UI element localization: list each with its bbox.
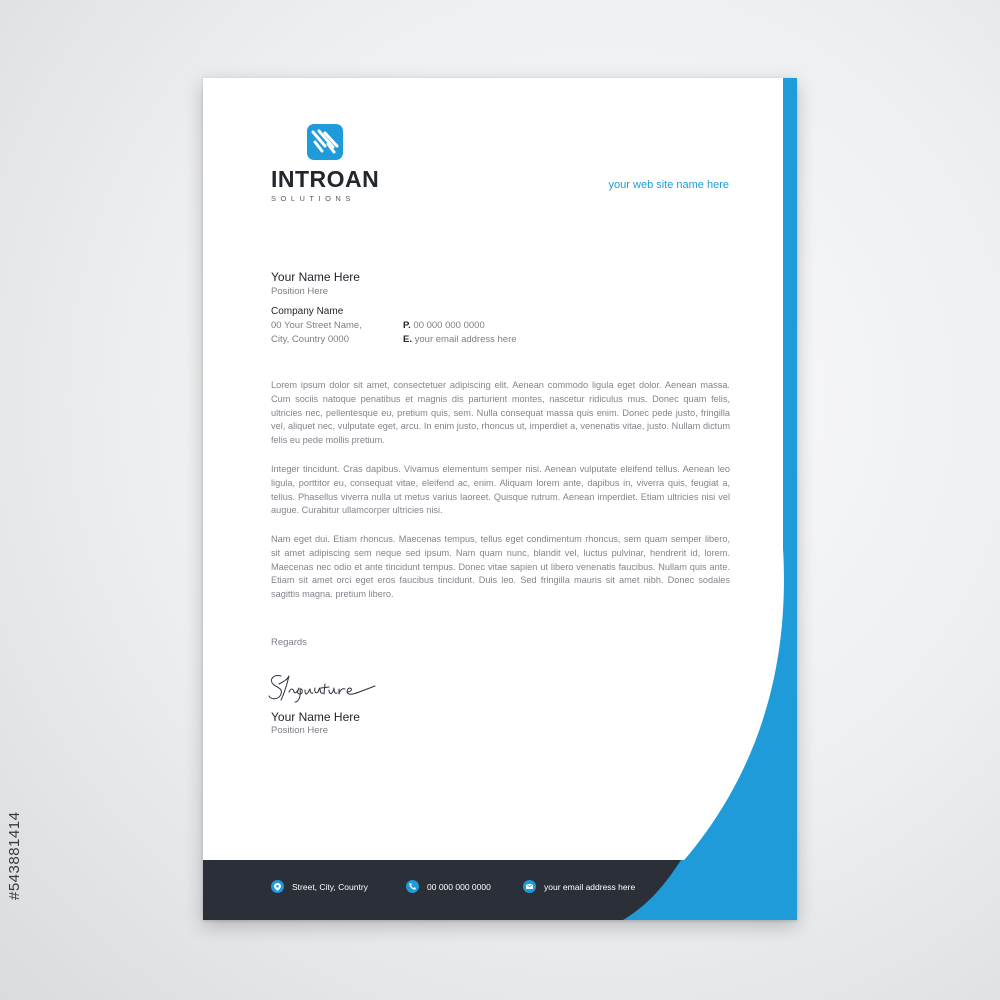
phone-icon	[406, 880, 419, 893]
map-pin-icon	[271, 880, 284, 893]
handwritten-signature	[267, 670, 379, 704]
email-label: E.	[403, 334, 412, 345]
signer-position: Position Here	[271, 725, 329, 736]
company-city: City, Country 0000	[271, 334, 349, 345]
company-street: 00 Your Street Name,	[271, 320, 362, 331]
sender-name: Your Name Here	[271, 270, 360, 284]
phone-label: P.	[403, 320, 411, 331]
company-name: Company Name	[271, 306, 344, 317]
footer-address	[271, 880, 368, 893]
website-link[interactable]: your web site name here	[608, 179, 729, 191]
footer-email[interactable]	[523, 880, 635, 893]
sender-position: Position Here	[271, 286, 329, 297]
phone-value: 00 000 000 0000	[413, 320, 485, 331]
body-paragraph: Nam eget dui. Etiam rhoncus. Maecenas tempus, tellus eget condimentum rhoncus, sem quam semper libero, sit amet adipiscing sem neque sed ipsum. Nam quam nunc, blandit vel, luctus pulvinar, hendrerit id, lorem. Maecenas nec odio et ante tincidunt tempus. Donec vitae sapien ut libero venenatis faucibus. Nullam quis ante. Etiam sit amet orci eget eros faucibus tincidunt. Duis leo. Sed fringilla mauris sit amet nibh. Donec sodales sagittis magna. pretium libero.	[271, 534, 730, 600]
body-paragraph: Integer tincidunt. Cras dapibus. Vivamus elementum semper nisi. Aenean vulputate eleifend tellus. Aenean leo ligula, porttitor eu, consequat vitae, eleifend ac, enim. Aliquam lorem ante, dapibus in, viverra quis, feugiat a, tellus. Phasellus viverra nulla ut metus varius laoreet. Quisque rutrum. Aenean imperdiet. Etiam ultricies nisi vel augue. Curabitur ullamcorper ultricies nisi.	[271, 464, 730, 516]
company-email	[403, 334, 517, 345]
body-paragraph: Lorem ipsum dolor sit amet, consectetuer adipiscing elit. Aenean commodo ligula eget dolor. Aenean massa. Cum sociis natoque penatibus et magnis dis parturient montes, nascetur ridiculus mus. Donec quam felis, ultricies nec, pellentesque eu, pretium quis, sem. Nulla consequat massa quis enim. Donec pede justo, fringilla vel, aliquet nec, vulputate eget, arcu. In enim justo, rhoncus ut, imperdiet a, venenatis vitae, justo. Nullam dictum felis eu pede mollis pretium.	[271, 380, 730, 446]
stock-id: #543881414	[6, 811, 23, 900]
company-phone	[403, 320, 485, 331]
signer-name: Your Name Here	[271, 710, 360, 724]
footer-email-text: your email address here	[544, 881, 636, 892]
closing: Regards	[271, 637, 307, 648]
footer-phone[interactable]	[406, 880, 491, 893]
email-value: your email address here	[414, 334, 517, 345]
footer-phone-text: 00 000 000 0000	[427, 881, 491, 892]
brand-tagline: SOLUTIONS	[271, 194, 355, 203]
brand-name: INTROAN	[271, 166, 380, 192]
stripes-square-logo-icon	[307, 124, 343, 160]
footer-address-text: Street, City, Country	[292, 881, 368, 892]
letterhead-page	[203, 78, 797, 920]
mail-icon	[523, 880, 536, 893]
